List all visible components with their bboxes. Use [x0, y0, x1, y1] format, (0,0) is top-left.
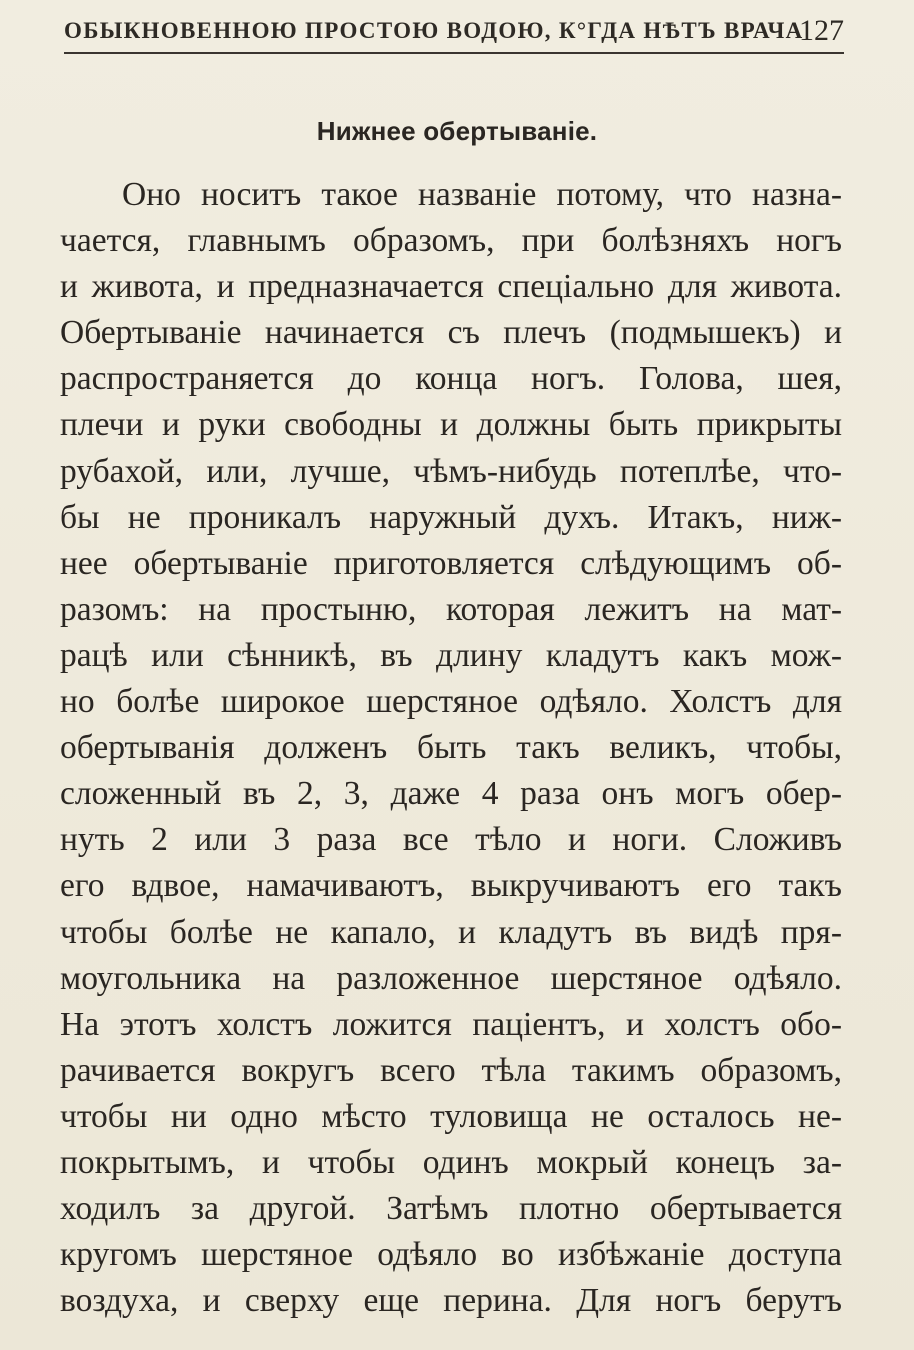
text-line: рачивается вокругъ всего тѣла такимъ образомъ, — [60, 1051, 842, 1089]
section-heading: Нижнее обертываніе. — [316, 116, 598, 146]
text-line: чтобы ни одно мѣсто туловища не осталось не- — [60, 1097, 842, 1135]
text-line: Обертываніе начинается съ плечъ (подмышекъ) и — [60, 314, 842, 352]
text-line: рацѣ или сѣнникѣ, въ длину кладутъ какъ мож- — [60, 636, 842, 674]
text-line: его вдвое, намачиваютъ, выкручиваютъ его такъ — [60, 867, 842, 905]
text-line: сложенный въ 2, 3, даже 4 раза онъ могъ обер- — [60, 775, 842, 813]
text-line: кругомъ шерстяное одѣяло во избѣжаніе доступа — [60, 1236, 842, 1274]
text-line: чается, главнымъ образомъ, при болѣзняхъ ногъ — [60, 222, 842, 260]
text-line: воздуха, и сверху еще перина. Для ногъ берутъ — [60, 1282, 842, 1320]
running-title: ОБЫКНОВЕННОЮ ПРОСТОЮ ВОДОЮ, К°ГДА НѢТЪ ВРАЧА — [64, 18, 804, 43]
page-number: 127 — [799, 14, 844, 47]
text-line: Оно носитъ такое названіе потому, что назна- — [122, 176, 842, 213]
text-line: но болѣе широкое шерстяное одѣяло. Холстъ для — [60, 683, 842, 721]
text-line: рубахой, или, лучше, чѣмъ-нибудь потеплѣе, что- — [60, 452, 842, 490]
text-line: распространяется до конца ногъ. Голова, шея, — [60, 360, 842, 398]
text-line: обертыванія долженъ быть такъ великъ, чтобы, — [60, 729, 842, 767]
running-header — [64, 12, 844, 54]
text-line: ходилъ за другой. Затѣмъ плотно обертывается — [60, 1190, 842, 1228]
text-line: моугольника на разложенное шерстяное одѣяло. — [60, 959, 842, 997]
text-line: нее обертываніе приготовляется слѣдующимъ об- — [60, 544, 842, 582]
text-line: покрытымъ, и чтобы одинъ мокрый конецъ за- — [60, 1143, 842, 1181]
text-line: чтобы болѣе не капало, и кладутъ въ видѣ пря- — [60, 913, 842, 951]
text-line: На этотъ холстъ ложится паціентъ, и холстъ обо- — [60, 1005, 842, 1043]
text-line: разомъ: на простыню, которая лежитъ на мат- — [60, 590, 842, 628]
text-line: и живота, и предназначается спеціально для живота. — [60, 268, 842, 306]
text-line: бы не проникалъ наружный духъ. Итакъ, ниж- — [60, 498, 842, 536]
body-paragraph — [60, 172, 842, 1324]
text-line: плечи и руки свободны и должны быть прикрыты — [60, 406, 842, 444]
text-line: нуть 2 или 3 раза все тѣло и ноги. Сложивъ — [60, 821, 842, 859]
